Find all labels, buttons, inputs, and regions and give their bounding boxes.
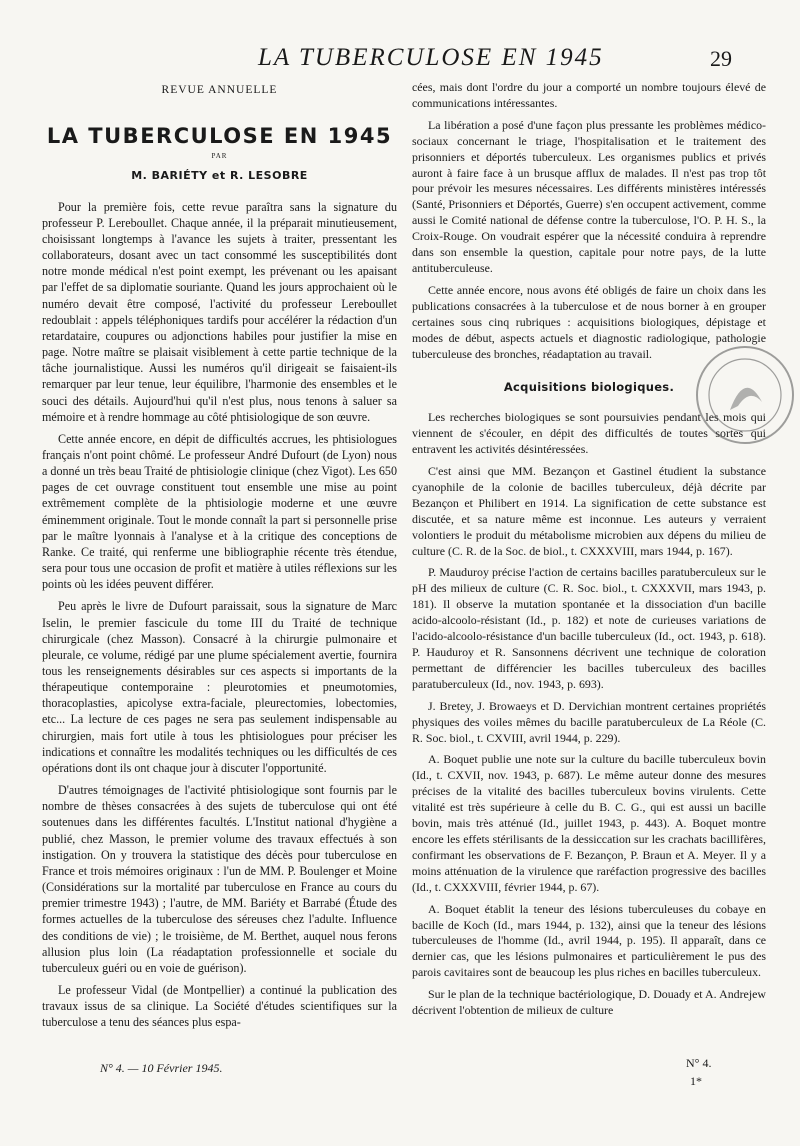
- paragraph: J. Bretey, J. Browaeys et D. Dervichian montrent certaines propriétés physiques des voiles mêmes du bacille paratuberculeux de La Réole (C. R. Soc. biol., t. CXVIII, avril 1944, p. 229).: [412, 698, 766, 745]
- paragraph: A. Boquet publie une note sur la culture du bacille tuberculeux bovin (Id., t. CXVII, nov. 1943, p. 687). Le même auteur donne des mesures précises de la vitalité des bacilles tuberculeux bovins virulents. Cette vitalité est très supérieure à celle du B. C. G., qui est aussi un bacille bovin, mais très atténué (Id., juillet 1943, p. 443). A. Boquet montre encore les effets stérilisants de la dessiccation sur les crachats bacillifères, confirmant les observations de F. Bezançon, P. Braun et A. Meyer. Il y a moins atténuation de la virulence que raréfaction progressive des bacilles (Id., t. CXXXVIII, février 1944, p. 67).: [412, 752, 766, 894]
- section-heading: Acquisitions biologiques.: [503, 380, 675, 395]
- page-header: [0, 44, 800, 74]
- article-authors: M. BARIÉTY et R. LESOBRE: [131, 169, 308, 183]
- right-column: [412, 80, 766, 1025]
- paragraph: A. Boquet établit la teneur des lésions tuberculeuses du cobaye en bacille de Koch (Id., mars 1944, p. 132), ainsi que la teneur des lésions tuberculeuses de l'homme (Id., avril 1944, p. 195). Il apparaît, dans ce dernier cas, que les lésions pulmonaires et particulièrement le pus des parois cavitaires sont de beaucoup les plus riches en bacilles tuberculeux.: [412, 901, 766, 980]
- signature-mark: 1*: [690, 1074, 702, 1088]
- paragraph: Le professeur Vidal (de Montpellier) a continué la publication des travaux issus de sa clinique. La Société d'études scientifiques sur la tuberculose a tenu des séances plus espa-: [42, 982, 397, 1030]
- paragraph: Cette année encore, nous avons été obligés de faire un choix dans les publications consacrées à la tuberculose et de nous borner à en grouper certaines sous cinq rubriques : acquisitions biologiques, dépistage et modes de début, aspects actuels et diagnostic radiologique, pathologie tuberculeuse des bronches, réadaptation au travail.: [412, 282, 766, 361]
- paragraph: La libération a posé d'une façon plus pressante les problèmes médico-sociaux concernant le triage, l'hospitalisation et le traitement des prisonniers et déportés tuberculeux. Les organismes publics et privés auront à faire face à un brusque afflux de malades. Il n'est pas trop tôt pour prévoir les mesures nécessaires. Les différents ministères intéressés (Santé, Prisonniers et Déportés, Guerre) s'en occupent activement, comme aussi le Comité national de défense contre la tuberculose, l'O. P. H. S., la Croix-Rouge. On voudrait espérer que la nécessité conduira à reprendre dans son ensemble la question, capitale pour notre pays, de la lutte antituberculeuse.: [412, 117, 766, 275]
- paragraph: P. Mauduroy précise l'action de certains bacilles paratuberculeux sur le pH des milieux de culture (C. R. Soc. biol., t. CXXXVII, mars 1943, p. 181). Il observe la mutation spontanée et la dissociation d'un bacille acido-alcoolo-résistant (Id., p. 182) et note de curieuses variations de l'acido-alcoolo-résistance d'un bacille tuberculeux (Id., oct. 1943, p. 618). P. Hauduroy et R. Sansonnens décrivent une technique de coloration permettant de différencier les bacilles tuberculeux des bacilles paratuberculeux (Id., nov. 1943, p. 693).: [412, 565, 766, 691]
- paragraph: cées, mais dont l'ordre du jour a comporté un nombre toujours élevé de communications intéressantes.: [412, 80, 766, 110]
- paragraph: Peu après le livre de Dufourt paraissait, sous la signature de Marc Iselin, le premier fascicule du tome III du Traité de technique chirurgicale (chez Masson). Consacré à la chirurgie pulmonaire et pleurale, ce volume, rédigé par une plume spécialement avertie, fournira tous les renseignements désirables sur ces aspects si importants de la thérapeutique contemporaine : pleurotomies et pneumotomies, thoracoplasties, apicolyse extra-faciale, pleurectomies, lobectomies, etc... La lecture de ces pages ne sera pas seulement indispensable au chirurgien, mais fort utile à tous les phtisiologues pour préciser les indications et connaître les modalités techniques ou les difficultés de ces opérations dont ils ont chaque jour à discuter l'opportunité.: [42, 599, 397, 775]
- article-par: PAR: [211, 152, 228, 161]
- paragraph: D'autres témoignages de l'activité phtisiologique sont fournis par le nombre de thèses consacrées à des sujets de tuberculose qui ont été soutenues dans les différentes facultés. L'Institut national d'hygiène a publié, chez Masson, le premier volume des travaux effectués à son instigation. On y trouvera la statistique des décès pour tuberculose en France et trois mémoires originaux : l'un de MM. P. Boulenger et Moine (Considérations sur la mortalité par tuberculose en France au cours du premier trimestre 1943) ; l'autre, de MM. Bariéty et Barrabé (Étude des formes actuelles de la tuberculose des séreuses chez l'adulte. Influence des conditions de vie) ; le troisième, de M. Berthet, auquel nous ferons allusion plus loin (La réadaptation professionnelle et sociale du tuberculeux guéri ou en voie de guérison).: [42, 783, 397, 975]
- paragraph: Pour la première fois, cette revue paraîtra sans la signature du professeur P. Lereboullet. Chaque année, il la préparait minutieusement, choisissant longtemps à l'avance les sujets à traiter, pressentant les collaborateurs, dosant avec un tact consommé les susceptibilités dont notre monde médical n'est point exempt, les prévenant ou les apaisant par l'effet de sa diplomatie souriante. Quand les jours approchaient où le numéro devait être composé, l'activité du professeur Lereboullet redoublait : appels téléphoniques tardifs pour accélérer la rédaction d'un retardataire, coupures ou adjonctions habiles pour justifier la mise en page. Notre maître se plaisait visiblement à cette partie technique de la tâche journalistique. Aussi les numéros qu'il dirigeait se faisaient-ils remarquer par leur tenue, leur équilibre, l'harmonie des ensembles et le souci des détails. Aujourd'hui qu'il n'est plus, nous tenons à saluer sa mémoire et à rendre hommage au côté phtisiologique de son œuvre.: [42, 199, 397, 424]
- issue-info: N° 4. — 10 Février 1945.: [100, 1061, 223, 1075]
- paragraph: Sur le plan de la technique bactériologique, D. Douady et A. Andrejew décrivent l'obtention de milieux de culture: [412, 987, 766, 1018]
- article-kicker: REVUE ANNUELLE: [161, 84, 278, 96]
- left-column: [42, 80, 397, 1036]
- article-title: LA TUBERCULOSE EN 1945: [46, 124, 393, 149]
- running-title: LA TUBERCULOSE EN 1945: [258, 44, 604, 71]
- library-stamp-icon: [690, 340, 800, 450]
- page-number: 29: [710, 46, 732, 71]
- paragraph: C'est ainsi que MM. Bezançon et Gastinel étudient la substance cyanophile de la colonie de bacilles tuberculeux, déjà décrite par Bezançon et Philibert en 1914. La signification de cette substance est discutée, et sa nature même est inconnue. Les auteurs y verraient volontiers le produit du métabolisme microbien aux dépens du milieu de culture (C. R. de la Soc. de biol., t. CXXXVIII, mars 1944, p. 167).: [412, 464, 766, 558]
- paragraph: Les recherches biologiques se sont poursuivies pendant les mois qui viennent de s'écouler, en dépit des difficultés de toutes sortes qui entravent les activités désintéressées.: [412, 410, 766, 457]
- paragraph: Cette année encore, en dépit de difficultés accrues, les phtisiologues français n'ont point chômé. Le professeur André Dufourt (de Lyon) nous a donné un très beau Traité de phtisiologie clinique (chez Vigot). Les 650 pages de cet ouvrage constituent tout ensemble une mise au point extrêmement complète de la phtisiologie moderne et une œuvre éminemment originale. Tout le monde connaît la part si personnelle prise par le maître lyonnais à l'analyse et à la critique des conceptions de Ranke. Ce traité, qui renferme une bibliographie récente très étendue, sera pour tous une occasion de profit et matière à utiles réflexions sur les points où les idées peuvent différer.: [42, 431, 397, 592]
- issue-number: N° 4.: [686, 1056, 712, 1070]
